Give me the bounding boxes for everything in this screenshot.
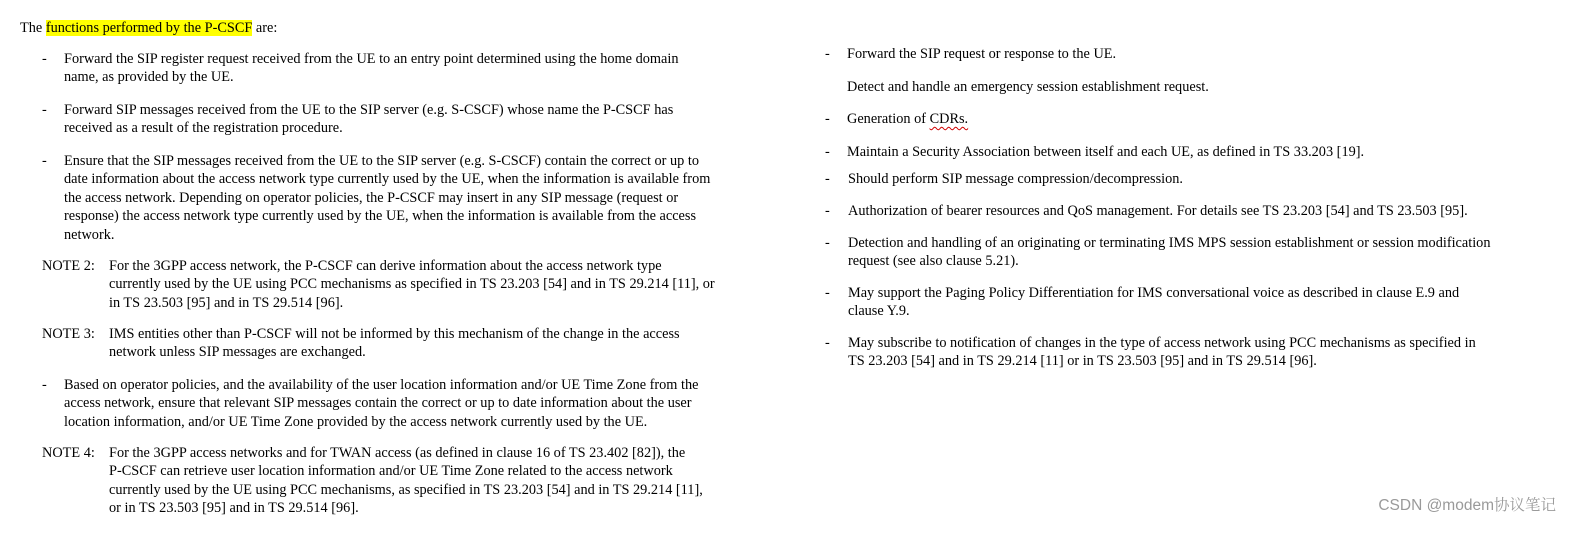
item-line: May subscribe to notification of changes in the type of access network using PCC mechanisms as specified in (848, 335, 1476, 351)
item-line: location information, and/or UE Time Zone provided by the access network currently used by the UE. (64, 413, 648, 430)
item-line: Forward SIP messages received from the UE to the SIP server (e.g. S-CSCF) whose name the P-CSCF has (64, 102, 674, 118)
note-line: in TS 23.503 [95] and in TS 29.514 [96]. (109, 294, 344, 311)
note-label: NOTE 4: (42, 445, 95, 461)
item-line: Forward the SIP register request received from the UE to an entry point determined using the home domain (64, 51, 679, 67)
note-line: For the 3GPP access network, the P-CSCF can derive information about the access network type (109, 258, 662, 274)
item-line: response) the access network type currently used by the UE, when the information is available from the access (64, 208, 697, 225)
dash-bullet: - (825, 335, 830, 351)
item-line: Detect and handle an emergency session establishment request. (847, 79, 1209, 95)
dash-bullet: - (825, 144, 830, 160)
item-line: name, as provided by the UE. (64, 69, 234, 86)
dash-bullet: - (42, 102, 47, 118)
item-line: Maintain a Security Association between itself and each UE, as defined in TS 33.203 [19]. (847, 144, 1365, 160)
item-line (847, 110, 968, 128)
watermark: CSDN @modem协议笔记 (1378, 497, 1556, 514)
item-line: Authorization of bearer resources and QoS management. For details see TS 23.203 [54] and TS 23.503 [95]. (848, 203, 1468, 219)
item-line: Should perform SIP message compression/decompression. (848, 171, 1183, 187)
dash-bullet: - (825, 203, 830, 219)
intro-after: are: (252, 20, 278, 36)
dash-bullet: - (42, 377, 47, 393)
item-line: TS 23.203 [54] and in TS 29.214 [11] or in TS 23.503 [95] and in TS 29.514 [96]. (848, 353, 1317, 370)
item-line: Detection and handling of an originating or terminating IMS MPS session establishment or session modification (848, 235, 1491, 251)
item-line: Forward the SIP request or response to the UE. (847, 46, 1117, 62)
item-line: received as a result of the registration procedure. (64, 120, 343, 137)
note-label: NOTE 2: (42, 258, 95, 274)
item-line: Based on operator policies, and the availability of the user location information and/or UE Time Zone from the (64, 377, 699, 393)
highlighted-phrase: functions performed by the P-CSCF (45, 20, 253, 36)
note-line: network unless SIP messages are exchanged. (109, 344, 366, 361)
note-line: currently used by the UE using PCC mechanisms, as specified in TS 23.203 [54] and in TS 29.214 [11], (109, 481, 703, 498)
item-text: Generation of (847, 111, 930, 127)
note-line: For the 3GPP access networks and for TWAN access (as defined in clause 16 of TS 23.402 [82]), the (109, 445, 686, 461)
note-line: P-CSCF can retrieve user location information and/or UE Time Zone related to the access network (109, 463, 673, 480)
note-line: or in TS 23.503 [95] and in TS 29.514 [96]. (109, 500, 359, 517)
dash-bullet: - (825, 171, 830, 187)
note-line: IMS entities other than P-CSCF will not be informed by this mechanism of the change in the access (109, 326, 680, 342)
item-line: Ensure that the SIP messages received from the UE to the SIP server (e.g. S-CSCF) contain the correct or up to (64, 153, 699, 169)
dash-bullet: - (42, 153, 47, 169)
dash-bullet: - (825, 111, 830, 127)
note-line: currently used by the UE using PCC mechanisms as specified in TS 23.203 [54] and in TS 29.214 [11], or (109, 276, 715, 293)
item-line: date information about the access network type currently used by the UE, when the information is available from (64, 171, 711, 188)
item-line: clause Y.9. (848, 303, 910, 320)
intro-heading (20, 19, 277, 37)
dash-bullet: - (42, 51, 47, 67)
spellcheck-underlined-word: CDRs. (929, 111, 969, 127)
intro-before: The (20, 20, 46, 36)
item-line: May support the Paging Policy Differentiation for IMS conversational voice as described in clause E.9 and (848, 285, 1460, 301)
dash-bullet: - (825, 46, 830, 62)
item-line: the access network. Depending on operator policies, the P-CSCF may insert in any SIP message (request or (64, 189, 679, 206)
item-line: request (see also clause 5.21). (848, 253, 1019, 270)
item-line: network. (64, 226, 115, 243)
dash-bullet: - (825, 235, 830, 251)
note-label: NOTE 3: (42, 326, 95, 342)
dash-bullet: - (825, 285, 830, 301)
item-line: access network, ensure that relevant SIP messages contain the correct or up to date information about the user (64, 395, 692, 412)
